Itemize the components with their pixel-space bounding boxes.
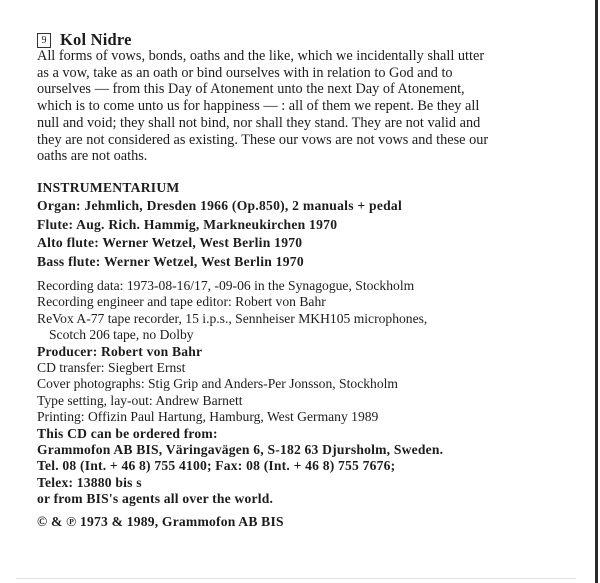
equipment-line: ReVox A-77 tape recorder, 15 i.p.s., Sennheiser MKH105 microphones,: [37, 310, 428, 326]
credits-section: [37, 278, 443, 508]
track-title: Kol Nidre: [60, 30, 132, 49]
copyright-notice: © & ℗ 1973 & 1989, Grammofon AB BIS: [37, 514, 284, 529]
equipment-line: Scotch 206 tape, no Dolby: [49, 327, 194, 343]
bottom-edge-line: [16, 578, 576, 579]
instrument-item: Bass flute: Werner Wetzel, West Berlin 1970: [37, 253, 304, 269]
cd-transfer: CD transfer: Siegbert Ernst: [37, 360, 186, 376]
instrument-item: Alto flute: Werner Wetzel, West Berlin 1970: [37, 235, 303, 251]
recording-data: Recording data: 1973-08-16/17, -09-06 in the Synagogue, Stockholm: [37, 278, 415, 293]
instrumentarium-heading: INSTRUMENTARIUM: [37, 180, 180, 195]
order-telex: Telex: 13880 bis s: [37, 474, 142, 490]
order-address: Grammofon AB BIS, Väringavägen 6, S-182 63 Djursholm, Sweden.: [37, 442, 444, 458]
track-number-box: 9: [37, 33, 51, 48]
track-heading: [37, 30, 132, 50]
text-line: as a vow, take as an oath or bind ourselves with in relation to God and to: [37, 64, 453, 81]
instrumentarium-section: [37, 179, 402, 271]
text-line: which is to come unto us for happiness — : all of them we repent. Be they all: [37, 98, 480, 115]
text-line: oaths are not oaths.: [37, 148, 148, 165]
text-line: ourselves — from this Day of Atonement unto the next Day of Atonement,: [37, 81, 465, 98]
order-phone: Tel. 08 (Int. + 46 8) 755 4100; Fax: 08 (Int. + 46 8) 755 7676;: [37, 458, 396, 474]
cover-photographs: Cover photographs: Stig Grip and Anders-Per Jonsson, Stockholm: [37, 376, 398, 392]
type-setting: Type setting, lay-out: Andrew Barnett: [37, 392, 243, 408]
order-agents: or from BIS's agents all over the world.: [37, 491, 274, 507]
printing: Printing: Offizin Paul Hartung, Hamburg, West Germany 1989: [37, 409, 379, 425]
kol-nidre-text: [37, 48, 597, 165]
text-line: they are not considered as existing. These our vows are not vows and these our: [37, 131, 489, 148]
order-heading: This CD can be ordered from:: [37, 425, 218, 441]
instrument-item: Organ: Jehmlich, Dresden 1966 (Op.850), 2 manuals + pedal: [37, 198, 403, 214]
instrument-item: Flute: Aug. Rich. Hammig, Markneukirchen 1970: [37, 216, 338, 232]
text-line: All forms of vows, bonds, oaths and the like, which we incidentally shall utter: [37, 48, 485, 64]
producer: Producer: Robert von Bahr: [37, 343, 203, 359]
recording-engineer: Recording engineer and tape editor: Robert von Bahr: [37, 294, 326, 310]
text-line: null and void; they shall not bind, nor shall they stand. They are not valid and: [37, 114, 481, 131]
